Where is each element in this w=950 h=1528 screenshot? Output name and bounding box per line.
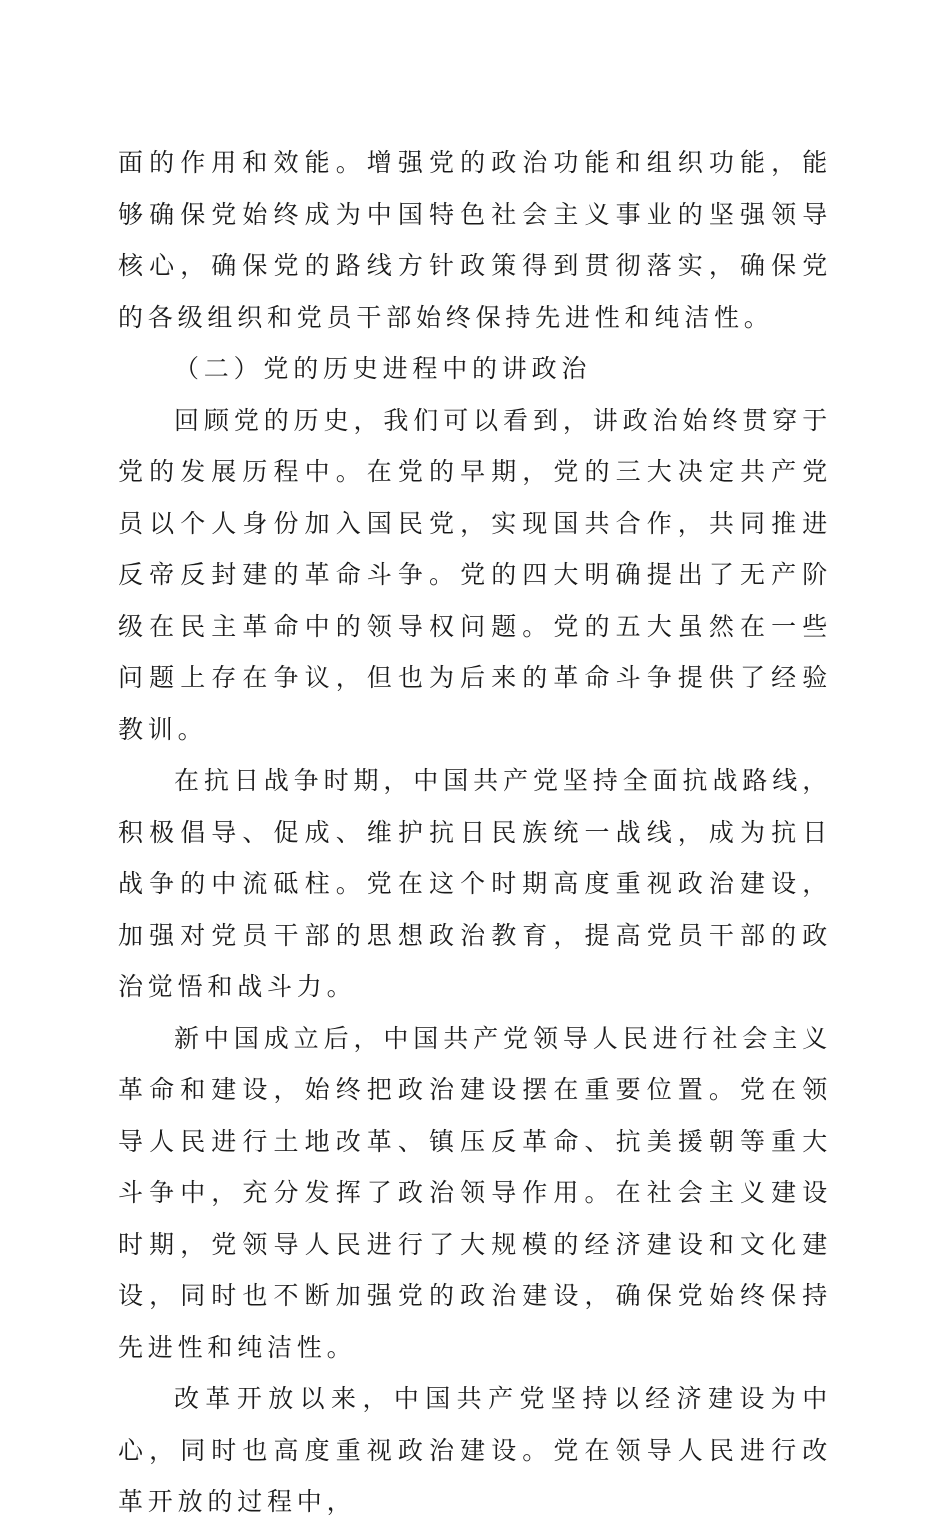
paragraph-new-china: 新中国成立后，中国共产党领导人民进行社会主义革命和建设，始终把政治建设摆在重要位置。党在领导人民进行土地改革、镇压反革命、抗美援朝等重大斗争中，充分发挥了政治领导作用。在社会主义建设时期，党领导人民进行了大规模的经济建设和文化建设，同时也不断加强党的政治建设，确保党始终保持先进性和纯洁性。 (118, 1023, 832, 1362)
section-heading: （二）党的历史进程中的讲政治 (174, 354, 592, 383)
paragraph-early-history: 回顾党的历史，我们可以看到，讲政治始终贯穿于党的发展历程中。在党的早期，党的三大决定共产党员以个人身份加入国民党，实现国共合作，共同推进反帝反封建的革命斗争。党的四大明确提出了无产阶级在民主革命中的领导权问题。党的五大虽然在一些问题上存在争议，但也为后来的革命斗争提供了经验教训。 (118, 405, 832, 744)
document-body (118, 137, 832, 1528)
paragraph-reform-opening: 改革开放以来，中国共产党坚持以经济建设为中心，同时也高度重视政治建设。党在领导人民进行改革开放的过程中， (118, 1384, 832, 1516)
paragraph-continuation: 面的作用和效能。增强党的政治功能和组织功能，能够确保党始终成为中国特色社会主义事业的坚强领导核心，确保党的路线方针政策得到贯彻落实，确保党的各级组织和党员干部始终保持先进性和纯洁性。 (118, 148, 832, 332)
paragraph-anti-japanese-war: 在抗日战争时期，中国共产党坚持全面抗战路线，积极倡导、促成、维护抗日民族统一战线，成为抗日战争的中流砥柱。党在这个时期高度重视政治建设，加强对党员干部的思想政治教育，提高党员干部的政治觉悟和战斗力。 (118, 766, 832, 1001)
